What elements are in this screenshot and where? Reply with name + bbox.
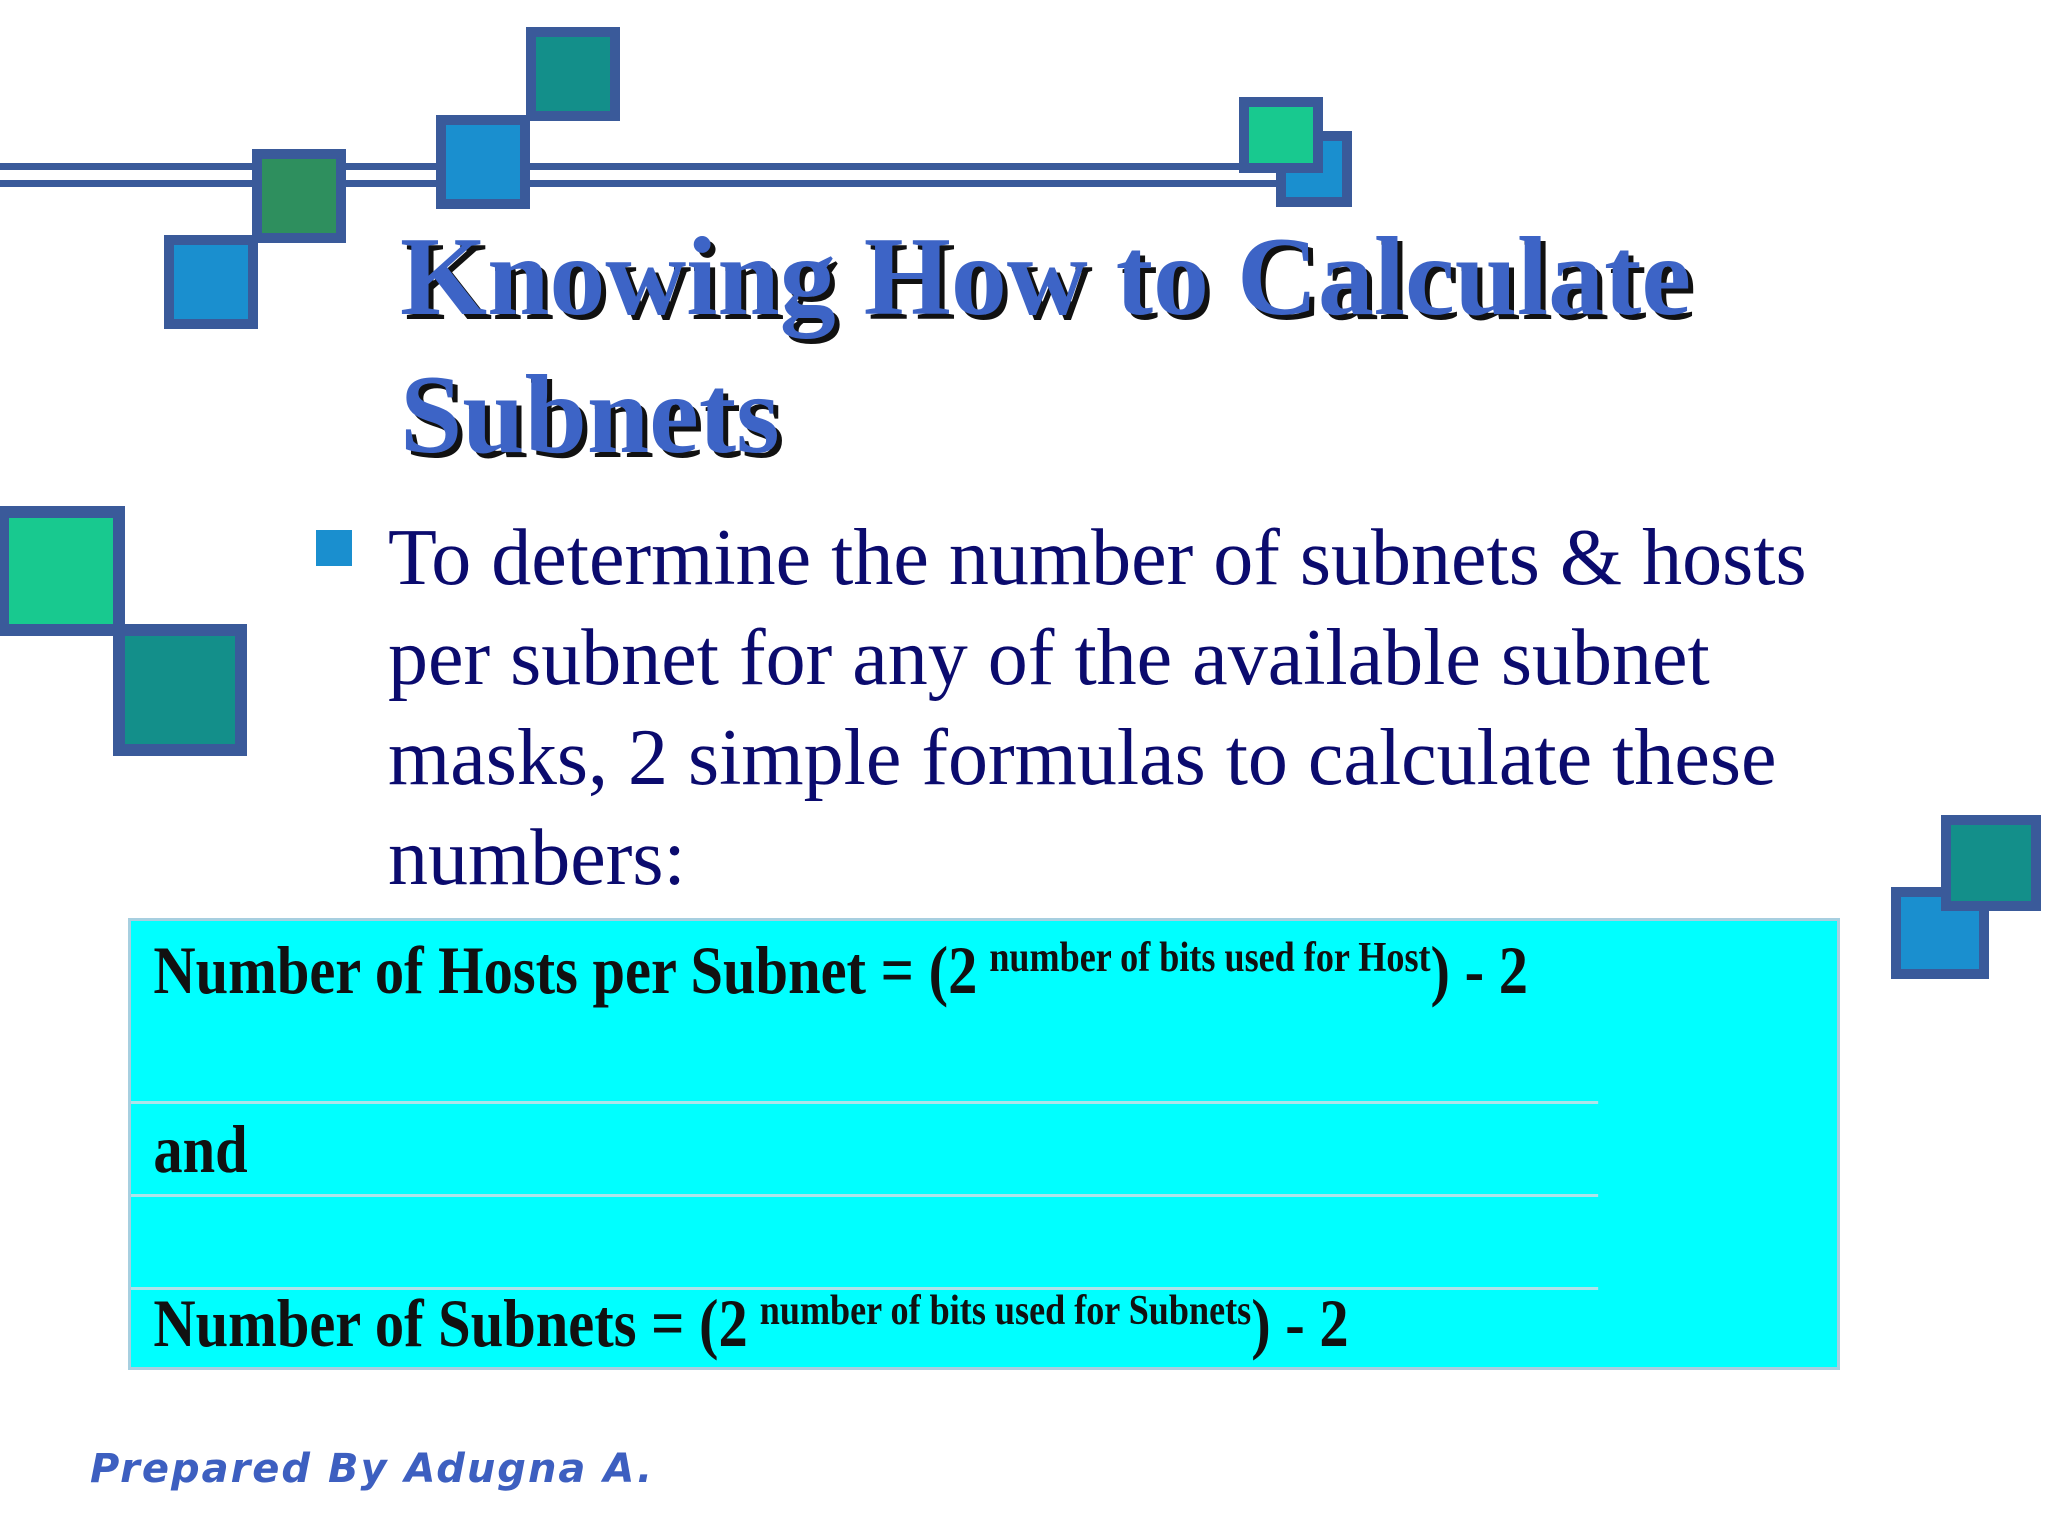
square-blue-mid: [441, 120, 525, 204]
square-teal-top: [531, 32, 615, 116]
formula-row-blank: [131, 1197, 1598, 1290]
hosts-formula-exponent: number of bits used for Host: [989, 934, 1431, 981]
slide-title: Knowing How to Calculate Subnets: [400, 215, 1692, 477]
subnets-formula-lhs: Number of Subnets = (2: [153, 1285, 748, 1361]
square-green: [257, 154, 341, 238]
bullet-text: To determine the number of subnets & hosts per subnet for any of the available subnet masks, 2 simple formulas to calculate these numbers:: [388, 514, 1807, 902]
formula-box: [128, 918, 1840, 1370]
header-rule-top: [0, 163, 1325, 170]
subnets-formula-exponent: number of bits used for Subnets: [759, 1287, 1252, 1334]
hosts-formula: [153, 931, 1528, 1010]
hosts-formula-tail: ) - 2: [1430, 932, 1528, 1008]
formula-row-hosts: [131, 921, 1598, 1104]
bullet-item: [316, 508, 1896, 908]
header-rule-bottom: [0, 180, 1325, 187]
square-mint-right: [1244, 102, 1318, 168]
square-teal-far-right: [1946, 820, 2036, 906]
formula-row-and: [131, 1104, 1598, 1197]
subnets-formula-tail: ) - 2: [1251, 1285, 1349, 1361]
formula-row-subnets: [131, 1285, 1598, 1370]
subnets-formula: [153, 1284, 1348, 1363]
square-blue-left: [169, 240, 253, 324]
square-mint-left: [3, 512, 119, 630]
square-bullet-icon: [316, 530, 352, 566]
formula-connector: and: [153, 1111, 248, 1187]
footer-credit: Prepared By Adugna A.: [90, 1446, 655, 1492]
square-teal-left: [119, 630, 241, 750]
hosts-formula-lhs: Number of Hosts per Subnet = (2: [153, 932, 978, 1008]
